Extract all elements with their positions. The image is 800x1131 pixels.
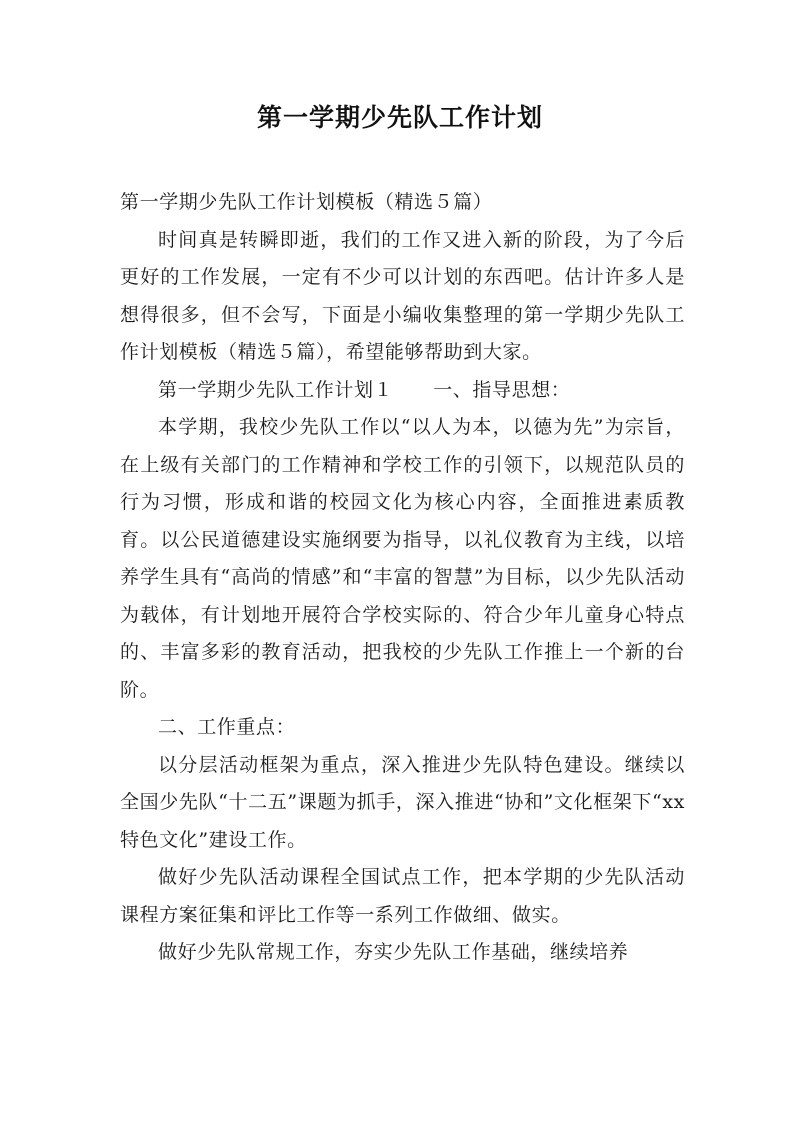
document-title: 第一学期少先队工作计划 xyxy=(256,103,543,132)
section-1-heading: 一、指导思想： xyxy=(433,378,571,401)
section-2-heading: 二、工作重点： xyxy=(158,716,296,738)
section-1-paragraph: 本学期，我校少先队工作以“以人为本，以德为先”为宗旨，在上级有关部门的工作精神和学校工作的引领下，以规范队员的行为习惯，形成和谐的校园文化为核心内容，全面推进素质教育。以公民道德建设实施纲要为指导，以礼仪教育为主线，以培养学生具有“高尚的情感”和“丰富的智慧”为目标，以少先队活动为载体，有计划地开展符合学校实际的、符合少年儿童身心特点的、丰富多彩的教育活动，把我校的少先队工作推上一个新的台阶。 xyxy=(120,416,685,701)
section-2-paragraph-3: 做好少先队常规工作，夯实少先队工作基础，继续培养 xyxy=(158,941,629,963)
document-body xyxy=(120,184,685,972)
plan-heading-line xyxy=(120,372,685,410)
document-subtitle: 第一学期少先队工作计划模板（精选５篇） xyxy=(120,191,493,213)
intro-paragraph: 时间真是转瞬即逝，我们的工作又进入新的阶段，为了今后更好的工作发展，一定有不少可以计划的东西吧。估计许多人是想得很多，但不会写，下面是小编收集整理的第一学期少先队工作计划模板（精选５篇），希望能够帮助到大家。 xyxy=(120,228,685,363)
section-2-paragraph-2: 做好少先队活动课程全国试点工作，把本学期的少先队活动课程方案征集和评比工作等一系列工作做细、做实。 xyxy=(120,866,685,926)
plan-1-heading: 第一学期少先队工作计划１ xyxy=(158,378,394,401)
section-2-paragraph-1: 以分层活动框架为重点，深入推进少先队特色建设。继续以全国少先队“十二五”课题为抓手，深入推进“协和”文化框架下“xx特色文化”建设工作。 xyxy=(120,753,685,851)
